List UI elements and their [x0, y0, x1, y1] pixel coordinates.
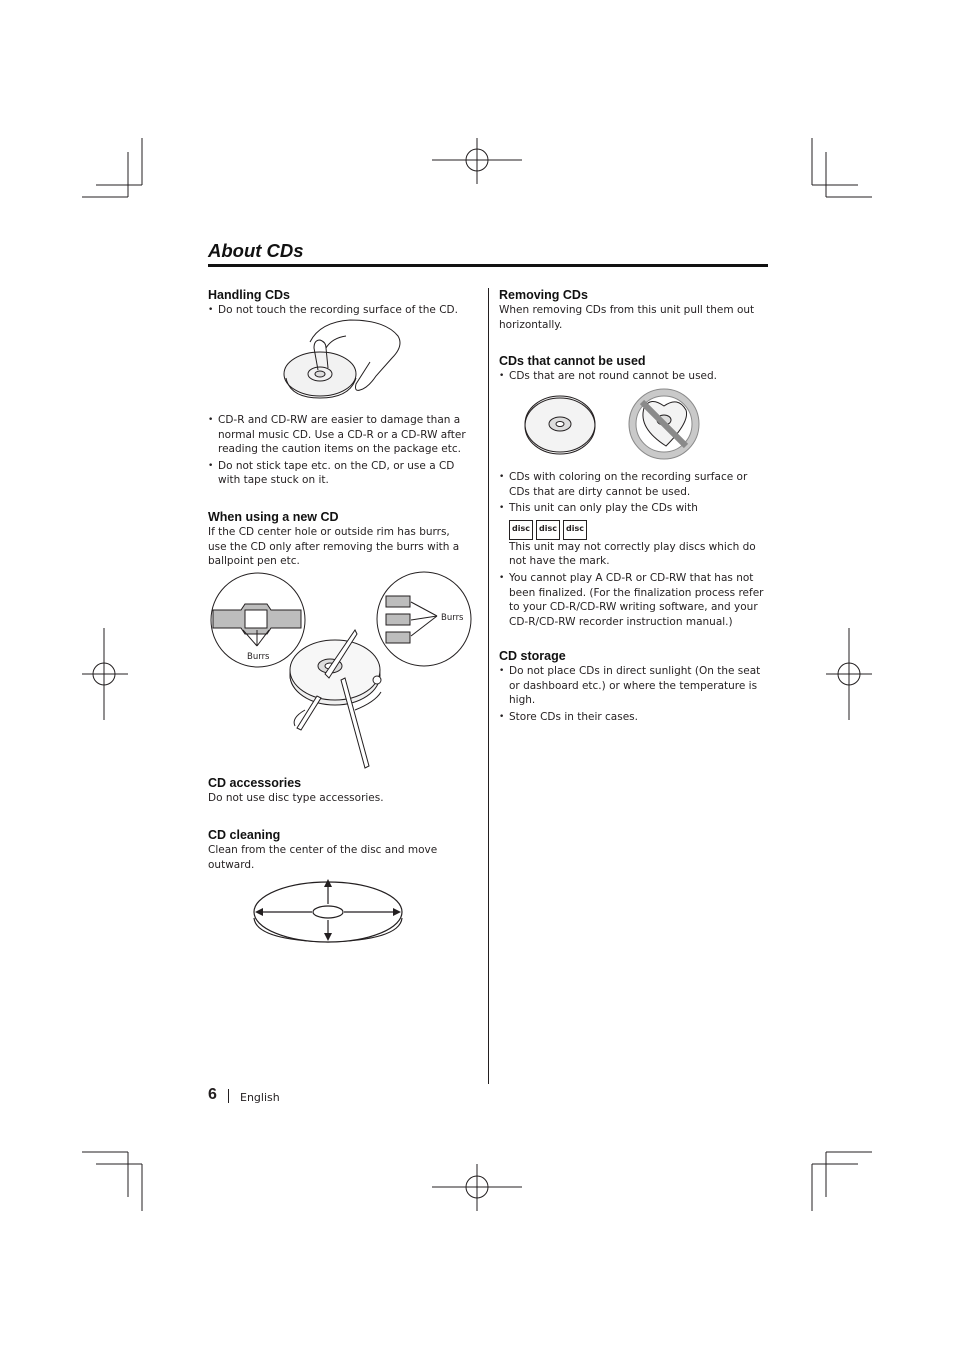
burrs-label-left: Burrs	[247, 652, 270, 662]
removing-heading: Removing CDs	[499, 288, 588, 302]
title-rule	[208, 264, 768, 267]
storage-bullet-2: • Store CDs in their cases.	[499, 710, 769, 725]
page-number: 6	[208, 1086, 217, 1103]
cannot-use-bullet-3-text: This unit can only play the CDs with	[509, 502, 698, 515]
burrs-illustration	[205, 570, 475, 770]
compact-disc-rewritable-logo: disc	[563, 520, 587, 540]
storage-heading: CD storage	[499, 649, 566, 663]
new-cd-heading: When using a new CD	[208, 510, 339, 524]
handling-bullet-2: • CD-R and CD-RW are easier to damage than a normal music CD. Use a CD-R or a CD-RW after reading the caution items on the package etc.	[208, 413, 478, 457]
column-divider	[488, 288, 489, 1084]
cannot-use-bullet-3	[499, 501, 769, 569]
cannot-use-bullet-4: • You cannot play A CD-R or CD-RW that has not been finalized. (For the finalization process refer to your CD-R/CD-RW writing software, and your CD-R/CD-RW recorder instruction manual.)	[499, 571, 769, 629]
cleaning-heading: CD cleaning	[208, 828, 281, 842]
footer-language: English	[240, 1091, 280, 1104]
cannot-use-bullet-2: • CDs with coloring on the recording surface or CDs that are dirty cannot be used.	[499, 470, 769, 499]
burrs-label-right: Burrs	[441, 613, 464, 623]
new-cd-text: If the CD center hole or outside rim has burrs, use the CD only after removing the burrs with a ballpoint pen etc.	[208, 526, 460, 568]
compact-disc-logo: disc	[509, 520, 533, 540]
disc-logos	[509, 518, 769, 540]
storage-list	[499, 664, 769, 726]
cannot-use-bullet-3-cont: This unit may not correctly play discs which do not have the mark.	[509, 540, 756, 568]
cannot-use-bullet-1: • CDs that are not round cannot be used.	[499, 369, 769, 384]
cannot-use-list-2	[499, 470, 769, 631]
handling-bullet-1: • Do not touch the recording surface of the CD.	[208, 303, 478, 318]
cd-cleaning-illustration	[250, 876, 410, 948]
handling-heading: Handling CDs	[208, 288, 290, 302]
cannot-use-heading: CDs that cannot be used	[499, 354, 646, 368]
storage-bullet-1: • Do not place CDs in direct sunlight (On the seat or dashboard etc.) or where the temperature is high.	[499, 664, 769, 708]
accessories-heading: CD accessories	[208, 776, 302, 790]
cleaning-text: Clean from the center of the disc and move outward.	[208, 844, 438, 871]
accessories-text: Do not use disc type accessories.	[208, 792, 384, 804]
page-title: About CDs	[208, 240, 304, 261]
hand-holding-cd-illustration	[280, 318, 410, 408]
compact-disc-recordable-logo: disc	[536, 520, 560, 540]
footer-separator	[228, 1089, 229, 1103]
handling-bullet-3: • Do not stick tape etc. on the CD, or use a CD with tape stuck on it.	[208, 459, 478, 488]
non-round-cd-illustration	[520, 384, 710, 466]
handling-list-2	[208, 413, 478, 490]
removing-text: When removing CDs from this unit pull them out horizontally.	[499, 304, 755, 331]
